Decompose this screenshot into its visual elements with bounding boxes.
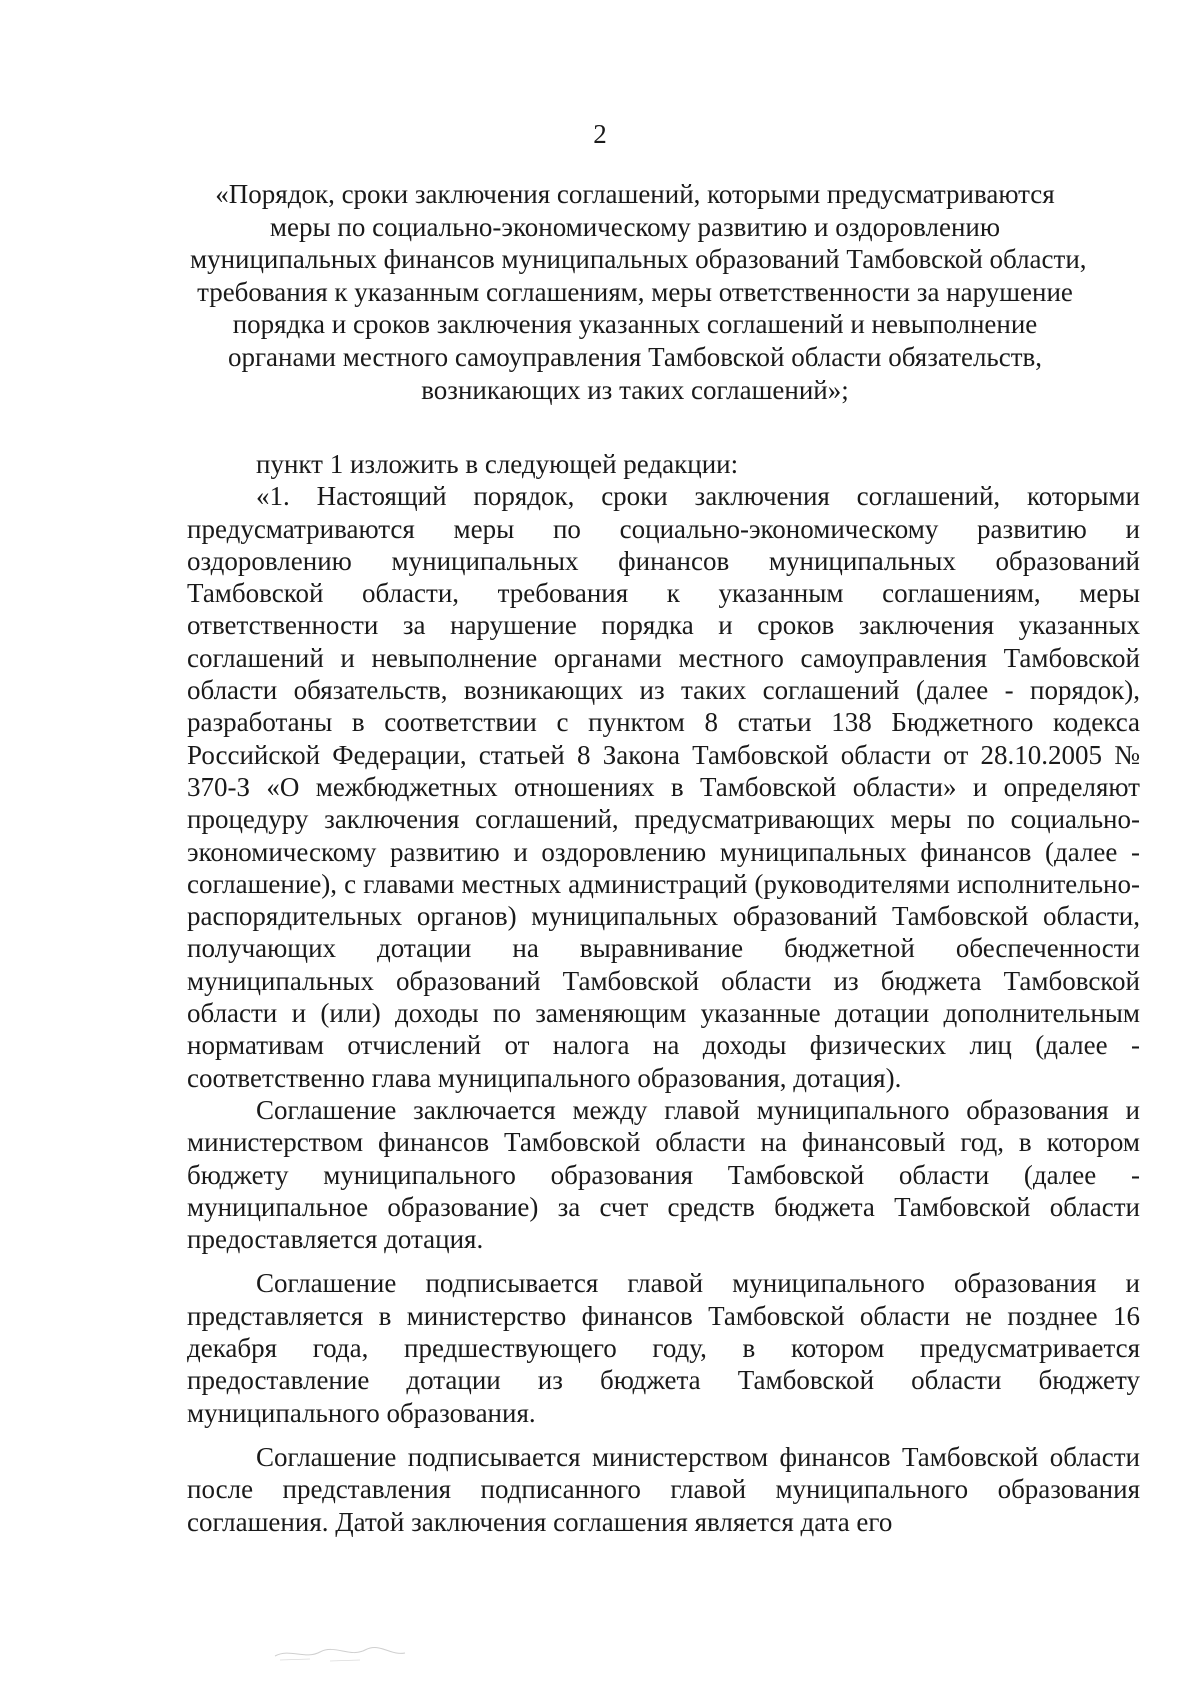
section-title bbox=[190, 178, 1087, 406]
title-line: муниципальных финансов муниципальных образований Тамбовской области, bbox=[190, 244, 1087, 275]
title-line: «Порядок, сроки заключения соглашений, которыми предусматриваются bbox=[215, 179, 1055, 209]
title-line: возникающих из таких соглашений»; bbox=[421, 374, 849, 405]
title-line: органами местного самоуправления Тамбовской области обязательств, bbox=[227, 341, 1043, 372]
page-number: 2 bbox=[593, 119, 607, 149]
scan-artifact bbox=[270, 1644, 410, 1664]
paragraph-instruction: пункт 1 изложить в следующей редакции: bbox=[256, 449, 739, 479]
paragraph-agreement-parties: Соглашение заключается между главой муниципального образования и министерством финансов Тамбовской области на финансовый год, в котором бюджету муниципального образования Тамбовской области (далее - муниципальное образование) за счет средств бюджета Тамбовской области предоставляется дотация. bbox=[187, 1094, 1140, 1255]
paragraph-ministry-signing: Соглашение подписывается министерством финансов Тамбовской области после представления подписанного главой муниципального образования соглашения. Датой заключения соглашения является дата его bbox=[187, 1441, 1140, 1537]
title-line: требования к указанным соглашениям, меры ответственности за нарушение bbox=[197, 276, 1073, 307]
paragraph-clause-1: «1. Настоящий порядок, сроки заключения соглашений, которыми предусматриваются меры по социально-экономическому развитию и оздоровлению муниципальных финансов муниципальных образований Тамбовской области, требования к указанным соглашениям, меры ответственности за нарушение порядка и сроков заключения указанных соглашений и невыполнение органами местного самоуправления Тамбовской области обязательств, возникающих из таких соглашений (далее - порядок), разработаны в соответствии с пунктом 8 статьи 138 Бюджетного кодекса Российской Федерации, статьей 8 Закона Тамбовской области от 28.10.2005 № 370-З «О межбюджетных отношениях в Тамбовской области» и определяют процедуру заключения соглашений, предусматривающих меры по социально-экономическому развитию и оздоровлению муниципальных финансов (далее - соглашение), с главами местных администраций (руководителями исполнительно-распорядительных органов) муниципальных образований Тамбовской области, получающих дотации на выравнивание бюджетной обеспеченности муниципальных образований Тамбовской области из бюджета Тамбовской области и (или) доходы по заменяющим указанные дотации дополнительным нормативам отчислений от налога на доходы физических лиц (далее - соответственно глава муниципального образования, дотация). bbox=[187, 481, 1140, 1093]
title-line: меры по социально-экономическому развитию и оздоровлению bbox=[269, 211, 1001, 242]
document-body bbox=[187, 448, 1140, 1538]
title-line: порядка и сроков заключения указанных соглашений и невыполнение bbox=[232, 309, 1038, 340]
paragraph-signing-deadline: Соглашение подписывается главой муниципального образования и представляется в министерство финансов Тамбовской области не позднее 16 декабря года, предшествующего году, в котором предусматривается предоставление дотации из бюджета Тамбовской области бюджету муниципального образования. bbox=[187, 1268, 1140, 1428]
